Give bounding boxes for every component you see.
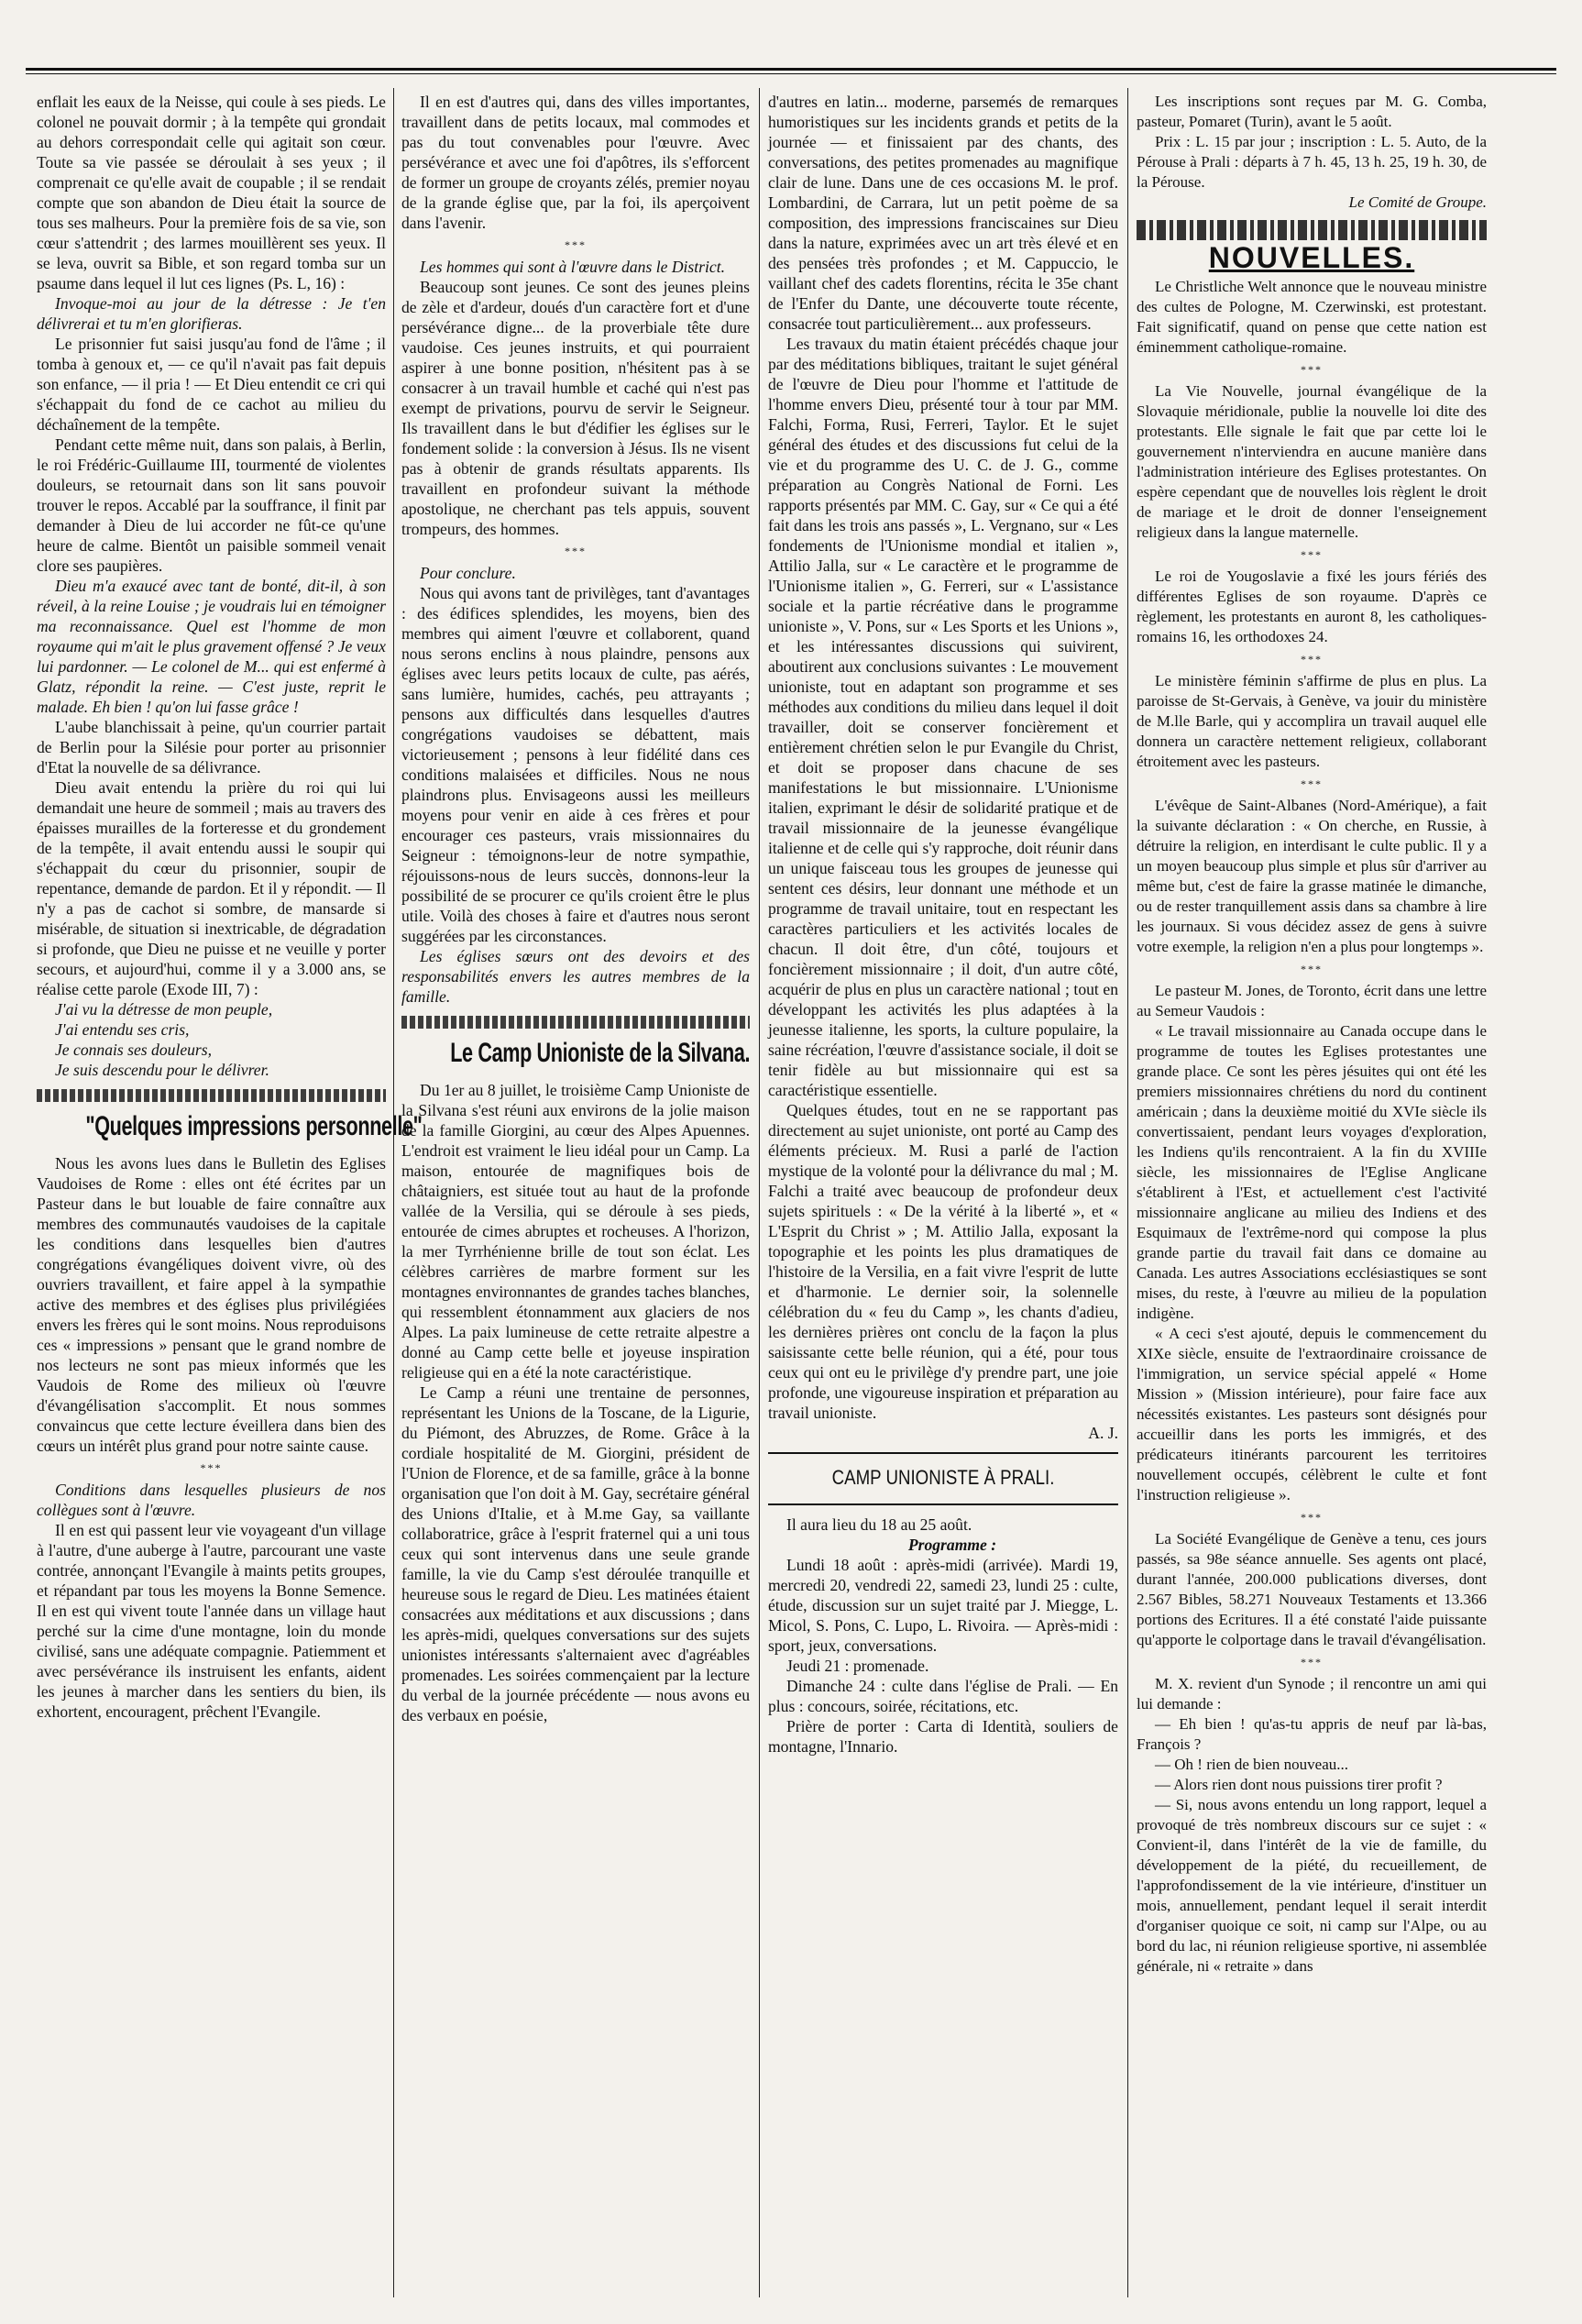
paragraph: Nous qui avons tant de privilèges, tant d'avantages : des édifices splendides, les moyens, bien des membres qui aiment l'œuvre et collaborent, quand nous serons enclins à nous plaindre, pensons aux églises avec leurs petits locaux de culte, pas aérés, sans lumière, humides, cachés, peu attrayants ; pensons aux difficultés dans lesquelles d'autres congrégations vaudoises se débattent, mais victorieusement ; pensons à leur fidélité dans ces conditions malaisées et difficiles. Nous ne nous plaindrons plus. Envisageons aussi les meilleurs moyens pour venir en aide à ces frères et pour encourager ces pasteurs, vrais missionnaires du Seigneur : témoignons-leur de notre sympathie, réjouissons-nous de leurs succès, donnons-leur la possibilité de se procurer ce qu'ils croient être le plus utile. Voilà des choses à faire et d'autres nous seront suggérées par les circonstances. xyxy=(401,584,750,945)
section-stars: *** xyxy=(1301,1656,1323,1669)
section-stars: *** xyxy=(1301,963,1323,975)
paragraph: enflait les eaux de la Neisse, qui coule à ses pieds. Le colonel ne pouvait dormir ; à la tempête qui grondait au dehors correspondait celle qui agitait son cœur. Toute sa vie passée se déroulait à ses yeux ; il comprenait ce qu'elle avait de coupable ; il se rendait compte que son abandon de Dieu était la source de tous ses malheurs. Pour la première fois de sa vie, son cœur s'attendrit ; des larmes mouillèrent ses yeux. Il se leva, ouvrit sa Bible, et son regard tomba sur un psaume dans lequel il lut ces lignes (Ps. L, 16) : xyxy=(37,93,386,292)
paragraph: Les inscriptions sont reçues par M. G. Comba, pasteur, Pomaret (Turin), avant le 5 août. xyxy=(1137,93,1487,130)
paragraph: Lundi 18 août : après-midi (arrivée). Mardi 19, mercredi 20, vendredi 22, samedi 23, lundi 25 : culte, étude, discussion sur un sujet traité par J. Miegge, L. Micol, S. Pons, C. Lupo, L. Rivoira. — Après-midi : sport, jeux, conversations. xyxy=(768,1556,1118,1655)
paragraph: Il en est d'autres qui, dans des villes importantes, travaillent dans de petits locaux, mal commodes et pas du tout convenables pour l'œuvre. Avec persévérance et avec une foi d'apôtres, ils s'efforcent de former un groupe de croyants zélés, premier noyau de la grande église que, par la foi, ils aperçoivent dans l'avenir. xyxy=(401,93,750,232)
section-stars: *** xyxy=(200,1461,223,1474)
news-item: Le pasteur M. Jones, de Toronto, écrit dans une lettre au Semeur Vaudois : xyxy=(1137,982,1487,1019)
paragraph: Dimanche 24 : culte dans l'église de Prali. — En plus : concours, soirée, récitations, etc. xyxy=(768,1677,1118,1715)
section-stars: *** xyxy=(1301,363,1323,376)
top-rule-thin xyxy=(26,73,1556,74)
paragraph: Pendant cette même nuit, dans son palais, à Berlin, le roi Frédéric-Guillaume III, tourmenté de violentes douleurs, se retournait dans son lit sans pouvoir trouver le repos. Accablé par la souffrance, il finit par demander à Dieu de lui accorder ne fût-ce qu'une heure de calme. Bientôt un paisible sommeil venait clore ses paupières. xyxy=(37,435,386,575)
news-item: — Alors rien dont nous puissions tirer profit ? xyxy=(1155,1776,1443,1793)
paragraph: d'autres en latin... moderne, parsemés de remarques humoristiques sur les incidents grands et petits de la journée — et finissaient par des chants, des conversations, des petites promenades au magnifique clair de lune. Dans une de ces occasions M. le prof. Lombardini, de Carrara, lut un petit poème de sa composition, des impressions franciscaines sur Dieu dans la nature, exprimées avec un art très élevé et en des pensées très profondes ; et M. Cappuccio, le vaillant chef des cadets florentins, récita le 35e chant de l'Enfer du Dante, une découverte toute récente, consacrée tout particulièrement... aux professeurs. xyxy=(768,93,1118,333)
paragraph: Les églises sœurs ont des devoirs et des responsabilités envers les autres membres de la famille. xyxy=(401,947,750,1006)
paragraph: Nous les avons lues dans le Bulletin des Eglises Vaudoises de Rome : elles ont été écrites par un Pasteur dans le but louable de faire connaître aux membres des communautés vaudoises de la capitale les conditions dans lesquelles bien d'autres congrégations évangéliques doivent vivre, où des ouvriers travaillent, et faire appel à la sympathie active des membres et des églises plus privilégiées envers les frères qui le sont moins. Nous reproduisons ces « impressions » pensant que le grand nombre de nos lecteurs ne sont pas mieux informés que les Vaudois de Rome des milieux où l'œuvre d'évangélisation s'accomplit. Et nous sommes convaincus que cette lecture éveillera dans bien des cœurs un intérêt plus grand pour notre sainte cause. xyxy=(37,1154,386,1455)
subheading: Les hommes qui sont à l'œuvre dans le District. xyxy=(420,258,725,276)
paragraph: Les travaux du matin étaient précédés chaque jour par des méditations bibliques, traitant le sujet général de l'œuvre de Dieu pour l'homme et l'attitude de l'homme envers Dieu, présenté tour à tour par MM. Falchi, Forma, Rusi, Ferreri, Taylor. Et le sujet général des études et des discussions fut celui de la vie et du programme des U. C. de J. G., comme préparation au Congrès National de Forni. Les rapports présentés par MM. C. Gay, sur « Ce qui a été fait dans les trois ans passés », L. Vergnano, sur « Les fondements de l'Unionisme mondial et italien », Attilio Jalla, sur « Le caractère et le programme de l'Unionisme italien », G. Ferreri, sur « L'assistance sociale et la partie récréative dans le programme unioniste », V. Pons, sur « Les Sports et les Unions », et les intéressantes discussions qui suivirent, aboutirent aux conclusions suivantes : Le mouvement unioniste, tout en adaptant son programme et ses méthodes aux conditions du milieu dans lequel il doit travailler, doit se conserver foncièrement et entièrement chrétien selon le pur Evangile du Christ, et doit se proposer dans chacune de ses manifestations le but missionnaire. L'Unionisme italien, exprimant le désir de solidarité pratique et de travail missionnaire de la jeunesse évangélique italienne et de celle qui s'y rapproche, doit réunir dans un unique faisceau tous les groupes de jeunesse qui sentent ces désirs, leur donnant une méthode et un programme de travail unitaire, tout en respectant les caractères particuliers et les activités locales de chacun. Il doit être, d'un côté, toujours et foncièrement missionnaire ; il doit, d'un autre côté, acquérir de plus en plus un caractère national ; tout en développant les activités les plus adaptées à la jeunesse italienne, les sports, la culture populaire, la saine récréation, l'œuvre d'assistance sociale, il doit se tenir fidèle au but missionnaire qui est sa caractéristique essentielle. xyxy=(768,335,1118,1099)
paragraph: Du 1er au 8 juillet, le troisième Camp Unioniste de la Silvana s'est réuni aux environs de la jolie maison de la famille Giorgini, au cœur des Alpes Apuennes. L'endroit est vraiment le lieu idéal pour un Camp. La maison, entourée de magnifiques bois de châtaigniers, est située tout au haut de la profonde vallée de la Versilia, qui se déroule à ses pieds, entourée de cimes abruptes et rocheuses. A l'horizon, la mer Tyrrhénienne brille de tout son éclat. Les célèbres carrières de marbre forment sur les montagnes environnantes de grandes taches blanches, qui ressemblent étonnamment aux glaciers de nos Alpes. La paix lumineuse de cette retraite alpestre a donné au Camp cette belle et joyeuse inspiration religieuse qui en a été la note caractéristique. xyxy=(401,1081,750,1382)
column-divider xyxy=(393,88,394,2297)
article-title: Le Camp Unioniste de la Silvana. xyxy=(450,1038,751,1068)
section-stars: *** xyxy=(1301,777,1323,790)
subheading: Pour conclure. xyxy=(420,564,516,582)
news-item: Le roi de Yougoslavie a fixé les jours fériés des différentes Eglises de son royaume. D'après ce règlement, les protestants en auront 8, les catholiques-romains 16, les orthodoxes 24. xyxy=(1137,567,1487,645)
news-item: — Si, nous avons entendu un long rapport, lequel a provoqué de très nombreux discours sur ce sujet : « Convient-il, dans l'intérêt de la vie de famille, du développement de la piété, du recueillement, de l'approfondissement de la vie intérieure, d'instituer un mois, annuellement, pendant lequel il serait interdit d'organiser quoique ce soit, ni camp sur l'Alpe, ou au bord du lac, ni réunion religieuse sportive, ni assemblée générale, ni « retraite » dans xyxy=(1137,1796,1487,1975)
column-4 xyxy=(1137,92,1487,2292)
poem-line: J'ai vu la détresse de mon peuple, xyxy=(55,1000,273,1019)
news-item: — Oh ! rien de bien nouveau... xyxy=(1155,1756,1349,1773)
paragraph: Il en est qui passent leur vie voyageant d'un village à l'autre, d'une auberge à l'autre, parcourant une vaste contrée, annonçant l'Evangile à maints petits groupes, et répandant par tous les moyens la Bonne Semence. Il en est qui vivent toute l'année dans un village haut perché sur la cime d'une montagne, loin du monde civilisé, sans une adéquate compagnie. Patiemment et avec persévérance ils instruisent les enfants, aident les jeunes à marcher dans les sentiers du bien, ils exhortent, encouragent, prêchent l'Evangile. xyxy=(37,1521,386,1721)
column-3 xyxy=(768,92,1118,2292)
news-item: L'évêque de Saint-Albanes (Nord-Amérique), a fait la suivante déclaration : « On cherche, en Russie, à détruire la religion, en interdisant le culte public. Il y a un moyen beaucoup plus simple et plus sûr d'arriver au même but, c'est de faire la grasse matinée le dimanche, ou de rester tranquillement assis dans sa chambre à lire les journaux. Si vous décidez assez de gens à suivre votre exemple, la religion n'en a plus pour longtemps ». xyxy=(1137,797,1487,955)
paragraph: Le prisonnier fut saisi jusqu'au fond de l'âme ; il tomba à genoux et, — ce qu'il n'avait pas fait depuis son enfance, — il pria ! — Et Dieu entendit ce cri qui s'échappait du fond de ce cachot au milieu du déchaînement de la tempête. xyxy=(37,335,386,434)
paragraph: Il aura lieu du 18 au 25 août. xyxy=(786,1515,972,1534)
signature: Le Comité de Groupe. xyxy=(1348,193,1487,211)
paragraph: Le Camp a réuni une trentaine de personnes, représentant les Unions de la Toscane, de la Ligurie, du Piémont, des Abruzzes, de Rome. Grâce à la cordiale hospitalité de M. Giorgini, président de l'Union de Florence, et de sa famille, grâce à la bonne organisation que l'on doit à M. Gay, secrétaire général des Unions d'Italie, et à M.me Gay, sa vaillante collaboratrice, grâce à l'esprit fraternel qui a uni tous ceux qui sont intervenus dans une seule grande famille, la vie du Camp s'est déroulée tranquille et heureuse sous le regard de Dieu. Les matinées étaient consacrées aux méditations et aux discussions ; dans les après-midi, quelques conversations sur des sujets unionistes intéressants s'alternaient avec d'agréables promenades. Les soirées commençaient par la lecture du verbal de la journée précédente — nous avons eu des verbaux en poésie, xyxy=(401,1383,750,1724)
boxed-section xyxy=(768,1452,1118,1505)
article-title: CAMP UNIONISTE À PRALI. xyxy=(831,1466,1055,1489)
news-item: Le ministère féminin s'affirme de plus en plus. La paroisse de St-Gervais, à Genève, va jouir du ministère de M.lle Barle, qui y accomplira un travail auquel elle donnera un caractère nettement religieux, collaborant étroitement avec les pasteurs. xyxy=(1137,672,1487,770)
news-item: Le Christliche Welt annonce que le nouveau ministre des cultes de Pologne, M. Czerwinski, est protestant. Fait significatif, quand on pense que cette nation est éminemment catholique-romaine. xyxy=(1137,278,1487,356)
quote: Invoque-moi au jour de la détresse : Je t'en délivrerai et tu m'en glorifieras. xyxy=(37,294,386,333)
section-stars: *** xyxy=(565,545,587,557)
paragraph: L'aube blanchissait à peine, qu'un courrier partait de Berlin pour la Silésie pour porter au prisonnier d'Etat la nouvelle de sa délivrance. xyxy=(37,718,386,777)
section-title: NOUVELLES. xyxy=(1208,241,1415,274)
signature: A. J. xyxy=(1088,1424,1118,1442)
news-item: M. X. revient d'un Synode ; il rencontre un ami qui lui demande : xyxy=(1137,1675,1487,1713)
column-divider xyxy=(1127,88,1128,2297)
column-divider xyxy=(759,88,760,2297)
section-stars: *** xyxy=(1301,653,1323,666)
poem-line: Je connais ses douleurs, xyxy=(55,1041,213,1059)
top-rule xyxy=(26,68,1556,71)
subheading: Conditions dans lesquelles plusieurs de nos collègues sont à l'œuvre. xyxy=(37,1481,386,1519)
ornament-divider xyxy=(1137,220,1487,240)
poem xyxy=(37,999,386,1080)
news-item: « Le travail missionnaire au Canada occupe dans le programme de toutes les Eglises protestantes une grande place. Ce sont les pères jésuites qui ont été les premiers missionnaires chrétiens du nord du continent américain ; dans la deuxième moitié du XVIe siècle ils convertissaient, pendant leurs voyages d'exploration, les Indiens qu'ils rencontraient. A la fin du XVIIIe siècle, les missionnaires de l'Eglise Anglicane s'établirent à l'Est, et actuellement c'est l'activité missionnaire anglicane au milieu des Indiens et des Esquimaux de l'extrême-nord qui compose la plus grande partie du travail fait dans ce domaine au Canada. Les autres Associations ecclésiastiques se sont mises, du reste, à l'œuvre au milieu de la population indigène. xyxy=(1137,1022,1487,1322)
section-stars: *** xyxy=(565,238,587,251)
section-stars: *** xyxy=(1301,548,1323,561)
paragraph: Prix : L. 15 par jour ; inscription : L. 5. Auto, de la Pérouse à Prali : départs à 7 h. 45, 13 h. 25, 19 h. 30, de la Pérouse. xyxy=(1137,133,1487,191)
ornament-divider xyxy=(401,1016,750,1029)
ornament-divider xyxy=(37,1089,386,1102)
poem-line: Je suis descendu pour le délivrer. xyxy=(55,1061,269,1079)
programme-heading: Programme : xyxy=(907,1536,997,1554)
column-2 xyxy=(401,92,750,2292)
news-item: La Vie Nouvelle, journal évangélique de la Slovaquie méridionale, publie la nouvelle loi dite des protestants. Elle signale le fait que par cette loi le gouvernement n'interviendra en aucune manière dans l'administration intérieure des Eglises protestantes. On espère cependant que de nouvelles lois règlent le droit de mariage et le droit de donner l'enseignement religieux dans la langue maternelle. xyxy=(1137,382,1487,541)
column-1 xyxy=(37,92,423,2292)
news-item: — Eh bien ! qu'as-tu appris de neuf par là-bas, François ? xyxy=(1137,1715,1487,1753)
poem-line: J'ai entendu ses cris, xyxy=(55,1020,190,1039)
paragraph: Beaucoup sont jeunes. Ce sont des jeunes pleins de zèle et d'ardeur, doués d'un caractère fort et d'une persévérance digne... de la proverbiale tête dure vaudoise. Ces jeunes instruits, et qui pourraient aspirer à une bonne position, n'hésitent pas à se consacrer à un travail humble et caché qui n'est pas exempt de privations, pourvu de servir le Seigneur. Ils travaillent dans le but d'édifier les églises sur le fondement solide : la conversion à Jésus. Ils ne visent pas à obtenir de grands résultats apparents. Ils travaillent en profondeur suivant la méthode apostolique, ne cherchant pas tels appuis, souvent trompeurs, des hommes. xyxy=(401,278,750,538)
news-item: « A ceci s'est ajouté, depuis le commencement du XIXe siècle, ensuite de l'extraordinaire croissance de l'immigration, un service spécial appelé « Home Mission » (Mission intérieure), pour faire face aux nécessités existantes. Les pasteurs sont désignés pour accueillir dans les ports les immigrés, et des prédicateurs itinérants parcourent les territoires nouvellement occupés, célèbrent le culte et font l'instruction religieuse ». xyxy=(1137,1325,1487,1503)
section-stars: *** xyxy=(1301,1511,1323,1524)
paragraph: Dieu m'a exaucé avec tant de bonté, dit-il, à son réveil, à la reine Louise ; je voudrais lui en témoigner ma reconnaissance. Quel est l'homme de mon royaume qui m'ait le plus gravement offensé ? Je veux lui pardonner. — Le colonel de M... qui est enfermé à Glatz, répondit la reine. — C'est juste, reprit le malade. Eh bien ! qu'on lui fasse grâce ! xyxy=(37,577,386,716)
paragraph: Prière de porter : Carta di Identità, souliers de montagne, l'Innario. xyxy=(768,1717,1118,1756)
paragraph: Quelques études, tout en ne se rapportant pas directement au sujet unioniste, ont porté au Camp des éléments précieux. M. Rusi a parlé de l'action mystique de la volonté pour la délivrance du mal ; M. Falchi a traité avec beaucoup de profondeur deux sujets spirituels : « De la vérité à la liberté », et « L'Esprit du Christ » ; M. Attilio Jalla, exposant la topographie et les points les plus dramatiques de l'histoire de la Versilia, en a fait vivre l'esprit de lutte et d'harmonie. Le dernier soir, la solennelle célébration du « feu du Camp », les chants d'adieu, les dernières prières ont conclu de la façon la plus saisissante cette belle réunion, qui a été, pour tous ceux qui ont eu le privilège d'y prendre part, une joie profonde, une vigoureuse inspiration et préparation au travail unioniste. xyxy=(768,1101,1118,1422)
article-title: "Quelques impressions personnelle" xyxy=(85,1111,423,1141)
news-item: La Société Evangélique de Genève a tenu, ces jours passés, sa 98e séance annuelle. Ses agents ont placé, durant l'année, 200.000 publications diverses, dont 2.567 Bibles, 58.271 Nouveaux Testaments et 13.366 portions des Ecritures. Il a été constaté l'aide puissante qu'apporte le colportage dans le travail d'évangélisation. xyxy=(1137,1530,1487,1648)
paragraph: Dieu avait entendu la prière du roi qui lui demandait une heure de sommeil ; mais au travers des épaisses murailles de la forteresse et du grondement de la tempête, il avait entendu aussi le soupir qui s'échappait du cœur du prisonnier, soupir de repentance, demande de pardon. Et il y répondit. — Il n'y a pas de cachot si sombre, de mansarde si misérable, de situation si inextricable, de dégradation si profonde, que Dieu ne puisse et ne veuille y porter secours, et aujourd'hui, comme il y a 3.000 ans, se réalise cette parole (Exode III, 7) : xyxy=(37,778,386,998)
paragraph: Jeudi 21 : promenade. xyxy=(786,1657,929,1675)
